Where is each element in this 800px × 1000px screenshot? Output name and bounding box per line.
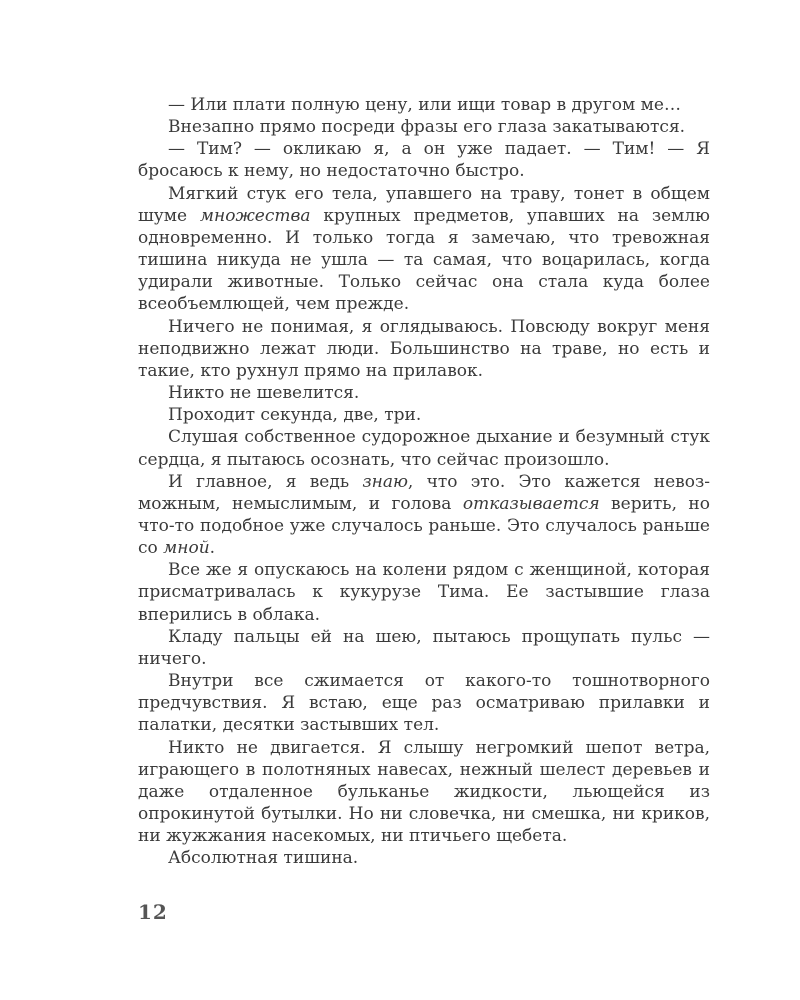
paragraph: Проходит секунда, две, три. — [168, 405, 422, 426]
paragraph: Никто не шевелится. — [168, 383, 360, 404]
text-run: Мягкий стук его тела, упавшего на траву, тонет в общем шуме — [138, 183, 710, 226]
emphasis-text: отказывается — [462, 493, 600, 514]
paragraph: Слушая собственное судорожное дыхание и безумный стук сердца, я пытаюсь осознать, что сейчас произошло. — [138, 427, 710, 470]
paragraph: Кладу пальцы ей на шею, пытаюсь прощупать пульс — ничего. — [138, 626, 710, 669]
paragraph: Абсолютная тишина. — [168, 848, 359, 869]
page-number: 12 — [138, 900, 168, 924]
paragraph: — Или плати полную цену, или ищи товар в другом ме… — [168, 95, 681, 115]
paragraph: Внезапно прямо посреди фразы его глаза закатываются. — [168, 117, 686, 138]
text-run: И главное, я ведь — [168, 471, 363, 492]
paragraph: Внутри все сжимается от какого-то тошнотворного предчувствия. Я встаю, еще раз осматриваю прилавки и палатки, десятки застывших тел. — [138, 671, 710, 736]
text-run: крупных предметов, упавших на землю одновременно. И только тогда я замечаю, что тревожная тишина никуда не ушла — та самая, что воцарилась, когда удирали животные. Только сейчас она стала куда более всеобъемлющей, чем прежде. — [138, 205, 710, 315]
text-run: , что это. Это кажется невозможным, немыслимым, и голова — [138, 471, 710, 514]
paragraph — [138, 183, 710, 316]
text-run: верить, но что-то подобное уже случалось раньше. Это случалось раньше со — [138, 493, 710, 559]
emphasis-text: множества — [199, 205, 311, 226]
paragraph: Все же я опускаюсь на колени рядом с женщиной, которая присматривалась к кукурузе Тима. Ее застывшие глаза вперились в облака. — [138, 560, 710, 625]
emphasis-text: мной — [163, 538, 210, 559]
paragraph: Никто не двигается. Я слышу негромкий шепот ветра, играющего в полотняных навесах, нежный шелест деревьев и даже отдаленное бульканье жидкости, льющейся из опрокинутой бутылки. Но ни словечка, ни смешка, ни криков, ни жужжания насекомых, ни птичьего щебета. — [138, 737, 710, 847]
text-run: . — [209, 538, 216, 559]
paragraph: Ничего не понимая, я оглядываюсь. Повсюду вокруг меня неподвижно лежат люди. Большинство на траве, но есть и такие, кто рухнул прямо на прилавок. — [138, 316, 710, 381]
paragraph — [138, 471, 710, 560]
paragraph: — Тим? — окликаю я, а он уже падает. — Тим! — Я бросаюсь к нему, но недостаточно быстро. — [138, 139, 710, 182]
emphasis-text: знаю — [362, 471, 408, 492]
body-text — [138, 94, 710, 869]
